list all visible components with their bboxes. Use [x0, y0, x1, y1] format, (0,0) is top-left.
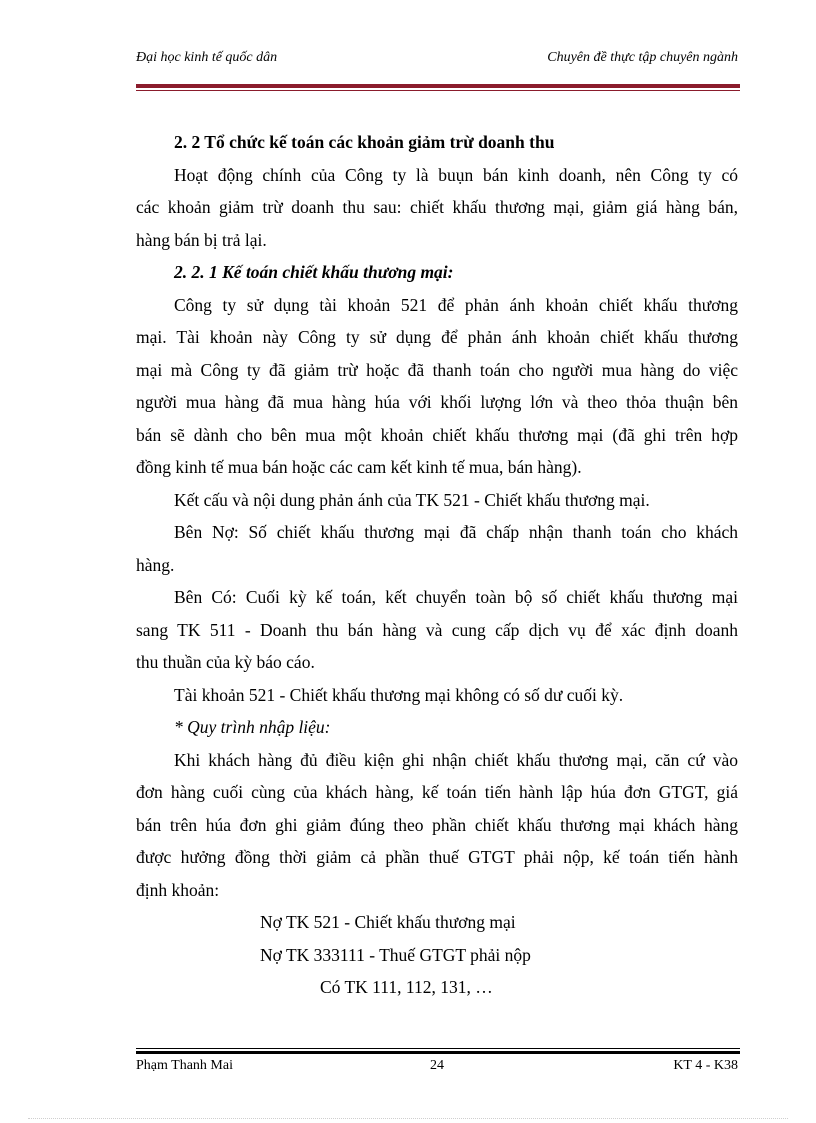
paragraph-line: mại mà Công ty đã giảm trừ hoặc đã thanh toán cho người mua hàng do việc	[136, 359, 738, 380]
subsection-heading: 2. 2. 1 Kế toán chiết khấu thương mại:	[174, 262, 454, 282]
paragraph-line: hàng bán bị trả lại.	[136, 229, 267, 250]
paragraph-line: Bên Có: Cuối kỳ kế toán, kết chuyển toàn bộ số chiết khấu thương mại	[174, 587, 738, 607]
paragraph-line: bán trên húa đơn ghi giảm đúng theo phần chiết khấu thương mại khách hàng	[136, 814, 738, 835]
paragraph-line: Công ty sử dụng tài khoản 521 để phản ánh khoản chiết khấu thương	[174, 294, 738, 315]
journal-entry-debit: Nợ TK 521 - Chiết khấu thương mại	[260, 912, 516, 932]
header-rule	[136, 84, 740, 94]
paragraph-line: được hưởng đồng thời giảm cả phần thuế GTGT phải nộp, kế toán tiến hành	[136, 847, 738, 867]
paragraph-line: sang TK 511 - Doanh thu bán hàng và cung cấp dịch vụ để xác định doanh	[136, 619, 738, 640]
page-number: 24	[430, 1058, 444, 1073]
journal-entry-credit: Có TK 111, 112, 131, …	[320, 977, 493, 997]
paragraph-line: bán sẽ dành cho bên mua một khoản chiết khấu thương mại (đã ghi trên hợp	[136, 424, 738, 445]
paragraph-line: các khoản giảm trừ doanh thu sau: chiết khấu thương mại, giảm giá hàng bán,	[136, 197, 738, 217]
header-report-title: Chuyên đề thực tập chuyên ngành	[547, 50, 738, 65]
paragraph-line: Hoạt động chính của Công ty là buụn bán kinh doanh, nên Công ty có	[174, 164, 738, 185]
paragraph-line: mại. Tài khoản này Công ty sử dụng để phản ánh khoản chiết khấu thương	[136, 327, 738, 347]
paragraph-line: định khoản:	[136, 879, 220, 900]
journal-entry-debit: Nợ TK 333111 - Thuế GTGT phải nộp	[260, 944, 531, 965]
procedure-heading: * Quy trình nhập liệu:	[174, 717, 331, 737]
footer-class: KT 4 - K38	[673, 1058, 738, 1073]
paragraph-line: đồng kinh tế mua bán hoặc các cam kết kinh tế mua, bán hàng).	[136, 457, 582, 477]
page-header	[136, 50, 738, 70]
page-footer	[136, 1058, 738, 1078]
paragraph-line: thu thuần của kỳ báo cáo.	[136, 652, 315, 672]
page-edge-divider	[28, 1118, 788, 1119]
paragraph-line: Tài khoản 521 - Chiết khấu thương mại không có số dư cuối kỳ.	[174, 684, 624, 705]
section-heading: 2. 2 Tổ chức kế toán các khoản giảm trừ doanh thu	[174, 132, 555, 152]
paragraph-line: Kết cấu và nội dung phản ánh của TK 521 - Chiết khấu thương mại.	[174, 489, 650, 510]
footer-author: Phạm Thanh Mai	[136, 1058, 233, 1073]
paragraph-line: đơn hàng cuối cùng của khách hàng, kế toán tiến hành lập húa đơn GTGT, giá	[136, 782, 738, 802]
paragraph-line: Khi khách hàng đủ điều kiện ghi nhận chiết khấu thương mại, căn cứ vào	[174, 749, 738, 770]
header-university: Đại học kinh tế quốc dân	[136, 50, 278, 65]
paragraph-line: người mua hàng đã mua hàng húa với khối lượng lớn và theo thỏa thuận bên	[136, 392, 738, 412]
footer-rule	[136, 1048, 740, 1056]
document-body	[136, 126, 738, 1004]
paragraph-line: Bên Nợ: Số chiết khấu thương mại đã chấp nhận thanh toán cho khách	[174, 522, 738, 542]
paragraph-line: hàng.	[136, 554, 175, 575]
